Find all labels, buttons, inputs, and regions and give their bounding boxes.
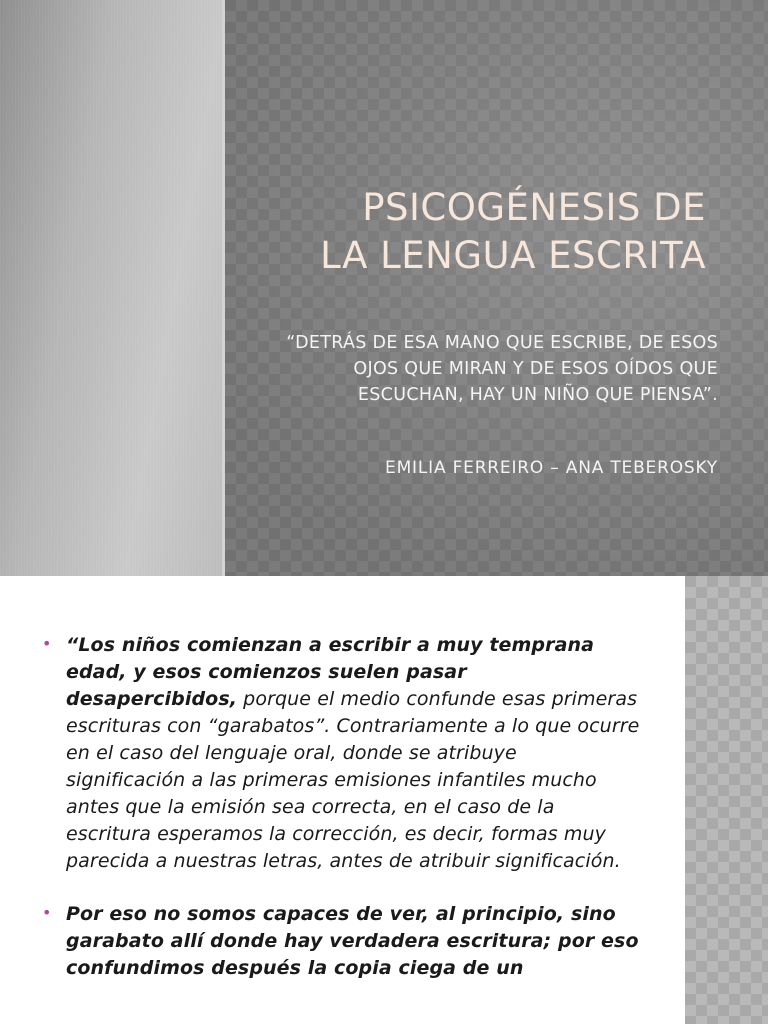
bullet-text	[66, 632, 640, 875]
title-line-1: PSICOGÉNESIS DE	[362, 186, 706, 229]
bullet-list	[40, 632, 640, 1008]
bullet-regular-text: porque el medio confunde esas primeras escrituras con “garabatos”. Contrariamente a lo que ocurre en el caso del lenguaje oral, donde se atribuye significación a las primeras emisiones infantiles mucho antes que la emisión sea correcta, en el caso de la escritura esperamos la corrección, es decir, formas muy parecida a nuestras letras, antes de atribuir significación.	[66, 688, 640, 872]
title-line-2: LA LENGUA ESCRITA	[320, 234, 706, 277]
quote-line-1: “DETRÁS DE ESA MANO QUE ESCRIBE, DE ESOS	[286, 333, 718, 353]
epigraph-quote	[218, 330, 718, 408]
quote-line-3: ESCUCHAN, HAY UN NIÑO QUE PIENSA”.	[357, 385, 718, 405]
bullet-bold-text: “Los niños comienzan a escribir a muy temprana edad, y esos comienzos suelen pasar desapercibidos,	[66, 634, 595, 710]
bullet-text	[66, 901, 640, 982]
right-pattern-panel	[225, 0, 768, 576]
content-slide	[0, 576, 768, 1024]
left-gradient-panel	[0, 0, 222, 576]
list-item	[40, 901, 640, 982]
bullet-icon: •	[42, 634, 52, 653]
authors-line: EMILIA FERREIRO – ANA TEBEROSKY	[385, 458, 718, 478]
slide-title	[206, 184, 706, 280]
right-pattern-strip	[685, 576, 768, 1024]
quote-line-2: OJOS QUE MIRAN Y DE ESOS OÍDOS QUE	[353, 359, 718, 379]
list-item	[40, 632, 640, 875]
bullet-icon: •	[42, 903, 52, 922]
bullet-bold-text: Por eso no somos capaces de ver, al principio, sino garabato allí donde hay verdadera escritura; por eso confundimos después la copia ciega de un	[66, 903, 639, 979]
